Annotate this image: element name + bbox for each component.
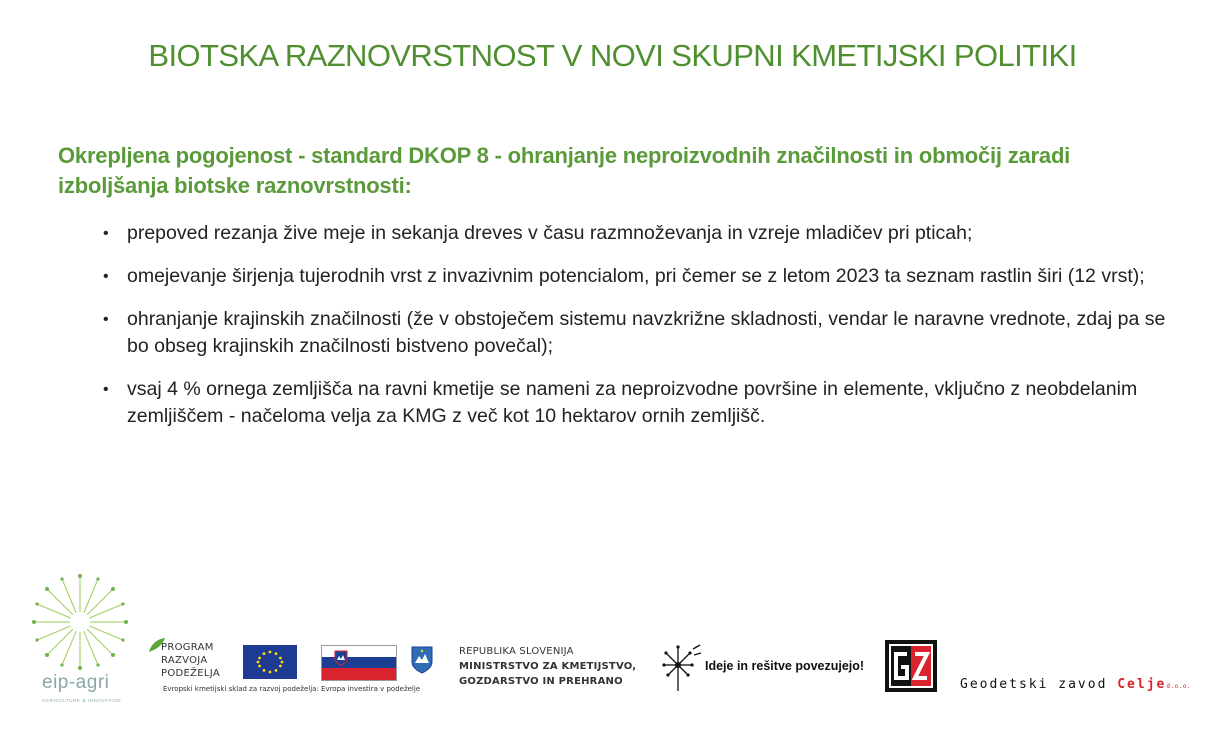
bullet-list	[101, 220, 1191, 446]
program-caption: Evropski kmetijski sklad za razvoj podeželja: Evropa investira v podeželje	[163, 685, 421, 693]
gz-name-suffix: d.o.o.	[1166, 683, 1192, 690]
eu-stars-icon	[243, 645, 297, 679]
eip-agri-burst-icon	[26, 572, 134, 672]
eip-agri-wordmark: eip-agri	[42, 672, 110, 693]
slide-subtitle: Okrepljena pogojenost - standard DKOP 8 - ohranjanje neproizvodnih značilnosti in območij zaradi izboljšanja biotske raznovrstnosti:	[58, 143, 1071, 198]
bullet-item	[101, 220, 1191, 247]
dandelion-icon	[660, 643, 702, 693]
slovenia-coat-of-arms-icon	[334, 650, 348, 666]
gz-company-name	[960, 677, 1191, 692]
gz-name-brand: Celje	[1117, 677, 1167, 692]
gz-name-plain: Geodetski zavod	[960, 677, 1118, 692]
bullet-text: ohranjanje krajinskih značilnosti (že v obstoječem sistemu navzkrižne skladnosti, vendar le naravne vrednote, zdaj pa se bo obseg krajinskih značilnosti bistveno povečal);	[127, 308, 1166, 357]
program-line3: PODEŽELJA	[161, 668, 220, 679]
eu-flag-icon	[243, 645, 297, 679]
program-razvoja-logo	[147, 636, 220, 688]
ministry-line2: MINISTRSTVO ZA KMETIJSTVO,	[459, 661, 637, 672]
ministry-line3: GOZDARSTVO IN PREHRANO	[459, 676, 623, 687]
bullet-text: omejevanje širjenja tujerodnih vrst z invazivnim potencialom, pri čemer se z letom 2023 ta seznam rastlin širi (12 vrst);	[127, 265, 1145, 287]
slovenia-flag-icon	[321, 645, 397, 681]
bullet-dot-icon: •	[103, 311, 109, 328]
gz-logo-icon	[885, 640, 937, 692]
ministry-line1: REPUBLIKA SLOVENIJA	[459, 646, 574, 657]
bullet-text: prepoved rezanja žive meje in sekanja dreves v času razmnoževanja in vzreje mladičev pri pticah;	[127, 222, 973, 244]
slide-title: BIOTSKA RAZNOVRSTNOST V NOVI SKUPNI KMETIJSKI POLITIKI	[148, 38, 1077, 73]
bullet-dot-icon: •	[103, 268, 109, 285]
eip-agri-logo	[26, 572, 134, 712]
program-line2: RAZVOJA	[161, 655, 208, 666]
bullet-text: vsaj 4 % ornega zemljišča na ravni kmetije se nameni za neproizvodne površine in elemente, vključno z neobdelanim zemljiščem - načeloma velja za KMG z več kot 10 hektarov ornih zemljišč.	[127, 378, 1138, 427]
bullet-item	[101, 263, 1191, 290]
program-line1: PROGRAM	[161, 642, 214, 653]
bullet-dot-icon: •	[103, 225, 109, 242]
eip-agri-tagline: AGRICULTURE & INNOVATION	[42, 698, 122, 703]
bullet-item	[101, 306, 1191, 360]
ideje-slogan: Ideje in rešitve povezujejo!	[705, 659, 865, 673]
bullet-dot-icon: •	[103, 381, 109, 398]
ministry-coat-of-arms-icon	[410, 645, 434, 675]
bullet-item	[101, 376, 1191, 430]
